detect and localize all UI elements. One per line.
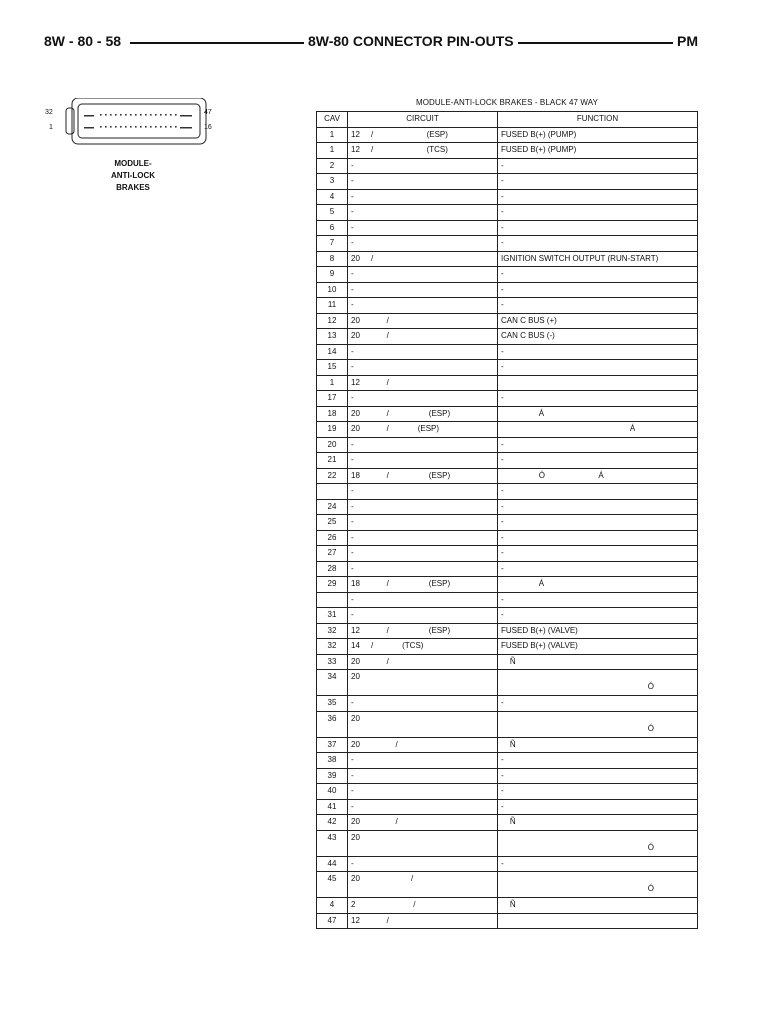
table-row: [317, 406, 698, 422]
circuit-cell: -: [348, 546, 498, 562]
cav-cell: 41: [317, 799, 348, 815]
connector-pin: [160, 114, 162, 116]
table-row: [317, 499, 698, 515]
table-row: [317, 298, 698, 314]
function-cell: -: [498, 753, 698, 769]
function-cell: [498, 830, 698, 856]
circuit-cell: -: [348, 856, 498, 872]
function-cell: -: [498, 391, 698, 407]
table-row: [317, 639, 698, 655]
circuit-cell: -: [348, 437, 498, 453]
function-cell: Ñ: [498, 654, 698, 670]
function-cell: Ñ: [498, 737, 698, 753]
cav-cell: 21: [317, 453, 348, 469]
circuit-cell: -: [348, 799, 498, 815]
function-cell: -: [498, 344, 698, 360]
caption-line: MODULE-: [114, 159, 152, 168]
connector-illustration: [40, 98, 230, 158]
cav-cell: 25: [317, 515, 348, 531]
cav-cell: 36: [317, 711, 348, 737]
table-row: [317, 654, 698, 670]
circuit-cell: -: [348, 768, 498, 784]
function-cell: -: [498, 784, 698, 800]
function-cell: -: [498, 220, 698, 236]
circuit-cell: -: [348, 282, 498, 298]
circuit-cell: -: [348, 344, 498, 360]
connector-pin: [105, 126, 107, 128]
connector-caption: [100, 158, 166, 194]
circuit-cell: -: [348, 236, 498, 252]
cav-cell: 27: [317, 546, 348, 562]
circuit-cell: -: [348, 784, 498, 800]
cav-cell: 22: [317, 468, 348, 484]
function-cell: Á: [498, 577, 698, 593]
connector-pin: [100, 126, 102, 128]
function-cell: -: [498, 592, 698, 608]
function-cell: -: [498, 530, 698, 546]
function-cell: FUSED B(+) (PUMP): [498, 127, 698, 143]
function-cell: -: [498, 205, 698, 221]
circuit-cell: -: [348, 484, 498, 500]
circuit-cell: 20 /: [348, 872, 498, 898]
table-row: [317, 784, 698, 800]
table-row: [317, 313, 698, 329]
section-title: 8W-80 CONNECTOR PIN-OUTS: [304, 33, 518, 49]
function-cell: -: [498, 799, 698, 815]
function-cell: -: [498, 298, 698, 314]
circuit-cell: 20 / (ESP): [348, 422, 498, 438]
function-cell: -: [498, 546, 698, 562]
circuit-cell: -: [348, 561, 498, 577]
cav-cell: 33: [317, 654, 348, 670]
table-row: [317, 437, 698, 453]
function-cell: -: [498, 174, 698, 190]
circuit-cell: 20 /: [348, 251, 498, 267]
table-row: [317, 670, 698, 696]
cav-cell: 9: [317, 267, 348, 283]
table-row: [317, 856, 698, 872]
function-mark: Ó: [647, 682, 654, 691]
circuit-cell: 20 /: [348, 737, 498, 753]
cav-cell: 34: [317, 670, 348, 696]
connector-pin: [105, 114, 107, 116]
table-row: [317, 468, 698, 484]
header-rule-right: [506, 42, 674, 44]
circuit-cell: 12 / (ESP): [348, 623, 498, 639]
cav-cell: 3: [317, 174, 348, 190]
table-row: [317, 799, 698, 815]
circuit-cell: -: [348, 298, 498, 314]
circuit-cell: 12 /: [348, 375, 498, 391]
function-cell: FUSED B(+) (PUMP): [498, 143, 698, 159]
cav-cell: 47: [317, 913, 348, 929]
header-function: FUNCTION: [498, 112, 698, 128]
cav-cell: 39: [317, 768, 348, 784]
connector-pin: [165, 126, 167, 128]
publication-code: PM: [673, 33, 702, 49]
function-cell: FUSED B(+) (VALVE): [498, 623, 698, 639]
table-row: [317, 391, 698, 407]
circuit-cell: 12 /: [348, 913, 498, 929]
function-cell: -: [498, 768, 698, 784]
function-cell: [498, 375, 698, 391]
connector-pin: [110, 114, 112, 116]
table-row: [317, 127, 698, 143]
circuit-cell: -: [348, 174, 498, 190]
connector-pin: [110, 126, 112, 128]
cav-cell: 10: [317, 282, 348, 298]
connector-pin: [120, 114, 122, 116]
function-cell: -: [498, 189, 698, 205]
cav-cell: 18: [317, 406, 348, 422]
cav-cell: [317, 484, 348, 500]
cav-cell: 5: [317, 205, 348, 221]
table-row: [317, 623, 698, 639]
circuit-cell: 12 / (ESP): [348, 127, 498, 143]
pinout-table: [316, 111, 698, 929]
cav-cell: 29: [317, 577, 348, 593]
connector-pin: [120, 126, 122, 128]
function-cell: -: [498, 158, 698, 174]
circuit-cell: -: [348, 267, 498, 283]
circuit-cell: -: [348, 753, 498, 769]
connector-pin: [165, 114, 167, 116]
function-cell: [498, 711, 698, 737]
function-cell: [498, 872, 698, 898]
cav-cell: 32: [317, 639, 348, 655]
function-cell: Ñ: [498, 898, 698, 914]
table-row: [317, 375, 698, 391]
function-cell: -: [498, 267, 698, 283]
table-row: [317, 360, 698, 376]
connector-pin: [130, 114, 132, 116]
cav-cell: 7: [317, 236, 348, 252]
function-cell: Á: [498, 422, 698, 438]
cav-cell: 1: [317, 375, 348, 391]
function-cell: -: [498, 360, 698, 376]
caption-line: ANTI-LOCK: [111, 171, 155, 180]
connector-pin: [145, 114, 147, 116]
table-row: [317, 737, 698, 753]
cav-cell: 17: [317, 391, 348, 407]
cav-cell: 35: [317, 696, 348, 712]
connector-pin: [170, 114, 172, 116]
table-row: [317, 913, 698, 929]
table-row: [317, 267, 698, 283]
table-row: [317, 236, 698, 252]
function-cell: [498, 670, 698, 696]
function-cell: FUSED B(+) (VALVE): [498, 639, 698, 655]
connector-pin: [160, 126, 162, 128]
cav-cell: 26: [317, 530, 348, 546]
table-row: [317, 608, 698, 624]
cav-cell: 20: [317, 437, 348, 453]
connector-pin: [175, 126, 177, 128]
connector-pin: [175, 114, 177, 116]
circuit-cell: 20: [348, 711, 498, 737]
table-row: [317, 158, 698, 174]
connector-pin: [155, 114, 157, 116]
connector-pin: [140, 126, 142, 128]
circuit-cell: 12 / (TCS): [348, 143, 498, 159]
cav-cell: 11: [317, 298, 348, 314]
cav-cell: 1: [317, 127, 348, 143]
function-cell: Ó Á: [498, 468, 698, 484]
connector-pin: [115, 114, 117, 116]
table-title: MODULE-ANTI-LOCK BRAKES - BLACK 47 WAY: [415, 98, 599, 107]
function-cell: -: [498, 696, 698, 712]
circuit-cell: 20: [348, 830, 498, 856]
table-row: [317, 205, 698, 221]
circuit-cell: 2 /: [348, 898, 498, 914]
cav-cell: 43: [317, 830, 348, 856]
connector-pin: [125, 114, 127, 116]
circuit-cell: 20 /: [348, 329, 498, 345]
pin-label-16: 16: [204, 124, 212, 131]
table-row: [317, 872, 698, 898]
function-cell: CAN C BUS (+): [498, 313, 698, 329]
function-cell: [498, 913, 698, 929]
table-row: [317, 530, 698, 546]
cav-cell: 28: [317, 561, 348, 577]
connector-pin: [135, 114, 137, 116]
connector-pin: [150, 114, 152, 116]
function-cell: Ñ: [498, 815, 698, 831]
connector-pin: [145, 126, 147, 128]
function-cell: -: [498, 608, 698, 624]
function-cell: -: [498, 515, 698, 531]
page-number: 8W - 80 - 58: [40, 33, 125, 49]
cav-cell: 19: [317, 422, 348, 438]
circuit-cell: 14 / (TCS): [348, 639, 498, 655]
table-header-row: [317, 112, 698, 128]
connector-pin: [130, 126, 132, 128]
circuit-cell: -: [348, 360, 498, 376]
table-row: [317, 898, 698, 914]
table-row: [317, 344, 698, 360]
connector-pin: [170, 126, 172, 128]
circuit-cell: 18 / (ESP): [348, 577, 498, 593]
circuit-cell: -: [348, 391, 498, 407]
page-header: [44, 33, 700, 53]
table-row: [317, 174, 698, 190]
connector-pin: [125, 126, 127, 128]
circuit-cell: -: [348, 453, 498, 469]
table-row: [317, 768, 698, 784]
function-cell: -: [498, 484, 698, 500]
cav-cell: 2: [317, 158, 348, 174]
table-row: [317, 830, 698, 856]
table-row: [317, 453, 698, 469]
connector-pin: [155, 126, 157, 128]
header-cav: CAV: [317, 112, 348, 128]
circuit-cell: -: [348, 205, 498, 221]
function-mark: Ó: [647, 723, 654, 733]
function-cell: IGNITION SWITCH OUTPUT (RUN-START): [498, 251, 698, 267]
function-cell: -: [498, 856, 698, 872]
circuit-cell: -: [348, 515, 498, 531]
function-mark: Ó: [647, 884, 654, 893]
circuit-cell: 20: [348, 670, 498, 696]
table-row: [317, 546, 698, 562]
circuit-cell: -: [348, 158, 498, 174]
cav-cell: 15: [317, 360, 348, 376]
circuit-cell: -: [348, 189, 498, 205]
circuit-cell: -: [348, 696, 498, 712]
cav-cell: 24: [317, 499, 348, 515]
function-cell: -: [498, 282, 698, 298]
cav-cell: 4: [317, 898, 348, 914]
connector-pin: [135, 126, 137, 128]
table-row: [317, 815, 698, 831]
cav-cell: 38: [317, 753, 348, 769]
table-row: [317, 484, 698, 500]
cav-cell: 1: [317, 143, 348, 159]
cav-cell: [317, 592, 348, 608]
circuit-cell: -: [348, 608, 498, 624]
cav-cell: 37: [317, 737, 348, 753]
circuit-cell: 18 / (ESP): [348, 468, 498, 484]
circuit-cell: -: [348, 530, 498, 546]
function-mark: Ó: [647, 842, 654, 852]
function-cell: -: [498, 453, 698, 469]
pin-label-1: 1: [49, 124, 53, 131]
function-cell: -: [498, 437, 698, 453]
circuit-cell: 20 /: [348, 815, 498, 831]
table-row: [317, 592, 698, 608]
cav-cell: 45: [317, 872, 348, 898]
cav-cell: 44: [317, 856, 348, 872]
pin-label-32: 32: [45, 109, 53, 116]
table-row: [317, 422, 698, 438]
table-row: [317, 711, 698, 737]
header-rule-left: [130, 42, 306, 44]
circuit-cell: -: [348, 220, 498, 236]
table-row: [317, 753, 698, 769]
circuit-cell: 20 /: [348, 654, 498, 670]
table-row: [317, 143, 698, 159]
cav-cell: 14: [317, 344, 348, 360]
connector-pin: [140, 114, 142, 116]
cav-cell: 4: [317, 189, 348, 205]
table-row: [317, 220, 698, 236]
cav-cell: 32: [317, 623, 348, 639]
pin-label-47: 47: [204, 109, 212, 116]
circuit-cell: -: [348, 592, 498, 608]
table-row: [317, 189, 698, 205]
cav-cell: 6: [317, 220, 348, 236]
table-row: [317, 282, 698, 298]
table-row: [317, 329, 698, 345]
cav-cell: 40: [317, 784, 348, 800]
function-cell: Á: [498, 406, 698, 422]
cav-cell: 13: [317, 329, 348, 345]
function-cell: -: [498, 499, 698, 515]
circuit-cell: 20 / (ESP): [348, 406, 498, 422]
connector-pin: [150, 126, 152, 128]
table-row: [317, 696, 698, 712]
cav-cell: 42: [317, 815, 348, 831]
table-row: [317, 561, 698, 577]
cav-cell: 12: [317, 313, 348, 329]
circuit-cell: 20 /: [348, 313, 498, 329]
connector-pin: [115, 126, 117, 128]
caption-line: BRAKES: [116, 183, 150, 192]
function-cell: -: [498, 561, 698, 577]
circuit-cell: -: [348, 499, 498, 515]
header-circuit: CIRCUIT: [348, 112, 498, 128]
function-cell: CAN C BUS (-): [498, 329, 698, 345]
table-row: [317, 251, 698, 267]
connector-pin: [100, 114, 102, 116]
table-row: [317, 515, 698, 531]
cav-cell: 8: [317, 251, 348, 267]
cav-cell: 31: [317, 608, 348, 624]
function-cell: -: [498, 236, 698, 252]
table-row: [317, 577, 698, 593]
